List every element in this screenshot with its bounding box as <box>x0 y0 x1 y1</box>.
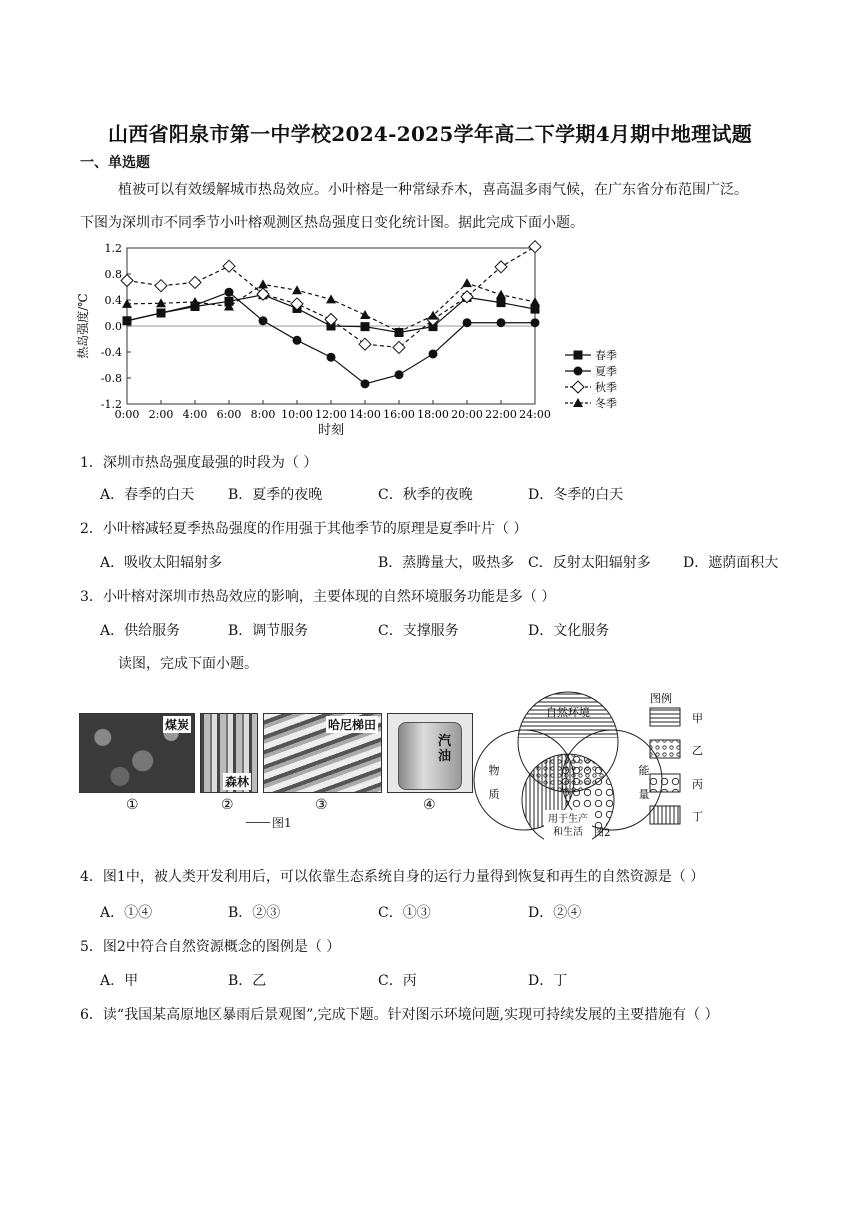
y-tick-label: -0.4 <box>100 346 122 359</box>
y-axis-label: 热岛强度/℃ <box>76 293 90 359</box>
q1-stem: 1．深圳市热岛强度最强的时段为（ ） <box>80 455 318 471</box>
legend-label: 秋季 <box>595 381 617 394</box>
x-axis-label: 时刻 <box>317 423 345 438</box>
q4-stem: 4．图1中，被人类开发利用后，可以依靠生态系统自身的运行力量得到恢复和再生的自然资源是（ ） <box>80 869 705 885</box>
x-tick-label: 6:00 <box>216 408 242 421</box>
data-point <box>157 309 166 318</box>
fig1-num-1: ① <box>126 797 139 813</box>
x-tick-label: 22:00 <box>485 408 517 421</box>
x-tick-label: 18:00 <box>417 408 449 421</box>
venn-right-label-2: 量 <box>638 788 650 801</box>
data-point <box>361 379 370 388</box>
x-tick-label: 8:00 <box>250 408 276 421</box>
forest-photo <box>200 713 258 793</box>
y-tick-label: 1.2 <box>104 242 122 255</box>
data-point <box>225 288 234 297</box>
data-point <box>121 275 133 287</box>
data-point <box>496 290 506 299</box>
data-point <box>190 297 200 306</box>
y-tick-label: 0.4 <box>104 294 122 307</box>
gasoline-label: 汽油 <box>438 734 452 764</box>
venn-left-label-2: 质 <box>488 788 500 801</box>
data-point <box>393 341 405 353</box>
legend-yi: 乙 <box>692 744 703 757</box>
q3-option-b[interactable]: B．调节服务 <box>228 623 309 639</box>
data-point <box>361 322 370 331</box>
fig1-caption: 图1 <box>272 816 292 830</box>
q1-option-d[interactable]: D．冬季的白天 <box>528 487 624 503</box>
x-tick-label: 12:00 <box>315 408 347 421</box>
fig1-num-2: ② <box>221 797 234 813</box>
y-tick-label: -1.2 <box>100 398 122 411</box>
venn-left-label-1: 物 <box>488 764 500 777</box>
q3-stem: 3．小叶榕对深圳市热岛效应的影响，主要体现的自然环境服务功能是多（ ） <box>80 589 556 605</box>
data-point <box>155 280 167 292</box>
data-point <box>326 294 336 303</box>
q4-option-a[interactable]: A．①④ <box>100 905 153 921</box>
venn-right-label-1: 能 <box>638 764 650 777</box>
section-heading: 一、单选题 <box>80 155 150 171</box>
data-point <box>497 298 506 307</box>
data-point <box>189 276 201 288</box>
legend-marker <box>574 351 583 360</box>
legend-label: 夏季 <box>595 365 617 378</box>
venn-diagram <box>472 688 837 840</box>
x-tick-label: 10:00 <box>281 408 313 421</box>
legend-title: 图例 <box>650 692 672 705</box>
page-title: 山西省阳泉市第一中学校2024-2025学年高二下学期4月期中地理试题 <box>107 122 753 146</box>
fig1-caption-rule <box>246 822 270 823</box>
q5-option-c[interactable]: C．丙 <box>378 973 417 989</box>
x-tick-label: 4:00 <box>182 408 208 421</box>
terrace-photo <box>263 713 382 793</box>
q1-option-b[interactable]: B．夏季的夜晚 <box>228 487 323 503</box>
read-instruction: 读图，完成下面小题。 <box>118 656 258 672</box>
data-point <box>497 318 506 327</box>
data-point <box>259 316 268 325</box>
data-point <box>395 370 404 379</box>
venn-bottom-label-2: 和生活 <box>553 827 583 838</box>
q1-option-a[interactable]: A．春季的白天 <box>100 487 195 503</box>
q2-stem: 2．小叶榕减轻夏季热岛强度的作用强于其他季节的原理是夏季叶片（ ） <box>80 521 528 537</box>
venn-top-label: 自然环境 <box>546 706 590 719</box>
x-tick-label: 16:00 <box>383 408 415 421</box>
q2-option-c[interactable]: C．反射太阳辐射多 <box>528 555 651 571</box>
intro-line-2: 下图为深圳市不同季节小叶榕观测区热岛强度日变化统计图。据此完成下面小题。 <box>80 215 584 231</box>
gasoline-photo <box>387 713 473 793</box>
legend-label: 春季 <box>595 349 617 362</box>
q5-option-b[interactable]: B．乙 <box>228 973 267 989</box>
data-point <box>531 318 540 327</box>
data-point <box>258 279 268 288</box>
y-tick-label: 0.8 <box>104 268 122 281</box>
coal-label: 煤炭 <box>164 718 189 732</box>
x-tick-label: 24:00 <box>519 408 551 421</box>
terrace-label: 哈尼梯田 <box>327 718 376 732</box>
forest-label: 森林 <box>224 775 249 789</box>
q2-option-b[interactable]: B．蒸腾量大，吸热多 <box>378 555 515 571</box>
y-tick-label: 0.0 <box>104 320 122 333</box>
q3-option-d[interactable]: D．文化服务 <box>528 623 610 639</box>
legend-jia: 甲 <box>692 712 703 725</box>
q4-option-c[interactable]: C．①③ <box>378 905 431 921</box>
data-point <box>359 338 371 350</box>
data-point <box>292 285 302 294</box>
data-point <box>429 349 438 358</box>
data-point <box>327 353 336 362</box>
data-point <box>530 297 540 306</box>
series-line-2 <box>127 292 535 384</box>
q2-option-a[interactable]: A．吸收太阳辐射多 <box>100 555 223 571</box>
legend-marker <box>572 381 584 393</box>
venn-bottom-label-1: 用于生产 <box>548 814 588 825</box>
x-tick-label: 20:00 <box>451 408 483 421</box>
q4-option-d[interactable]: D．②④ <box>528 905 582 921</box>
data-point <box>293 336 302 345</box>
q2-option-d[interactable]: D．遮荫面积大 <box>683 555 779 571</box>
x-tick-label: 2:00 <box>148 408 174 421</box>
coal-photo <box>79 713 195 793</box>
q1-option-c[interactable]: C．秋季的夜晚 <box>378 487 473 503</box>
legend-label: 冬季 <box>595 397 617 410</box>
x-tick-label: 0:00 <box>114 408 140 421</box>
data-point <box>360 310 370 319</box>
fig1-num-4: ④ <box>423 797 436 813</box>
q5-stem: 5．图2中符合自然资源概念的图例是（ ） <box>80 939 341 955</box>
q4-option-b[interactable]: B．②③ <box>228 905 281 921</box>
legend-ding: 丁 <box>692 810 703 823</box>
chart-legend <box>565 348 617 410</box>
data-point <box>529 241 541 253</box>
data-point <box>462 278 472 287</box>
q5-option-d[interactable]: D．丁 <box>528 973 568 989</box>
y-tick-label: -0.8 <box>100 372 122 385</box>
fig1-num-3: ③ <box>315 797 328 813</box>
q3-option-c[interactable]: C．支撑服务 <box>378 623 459 639</box>
chart-axes <box>75 242 551 438</box>
x-tick-label: 14:00 <box>349 408 381 421</box>
chart-lines <box>121 241 541 389</box>
data-point <box>531 305 540 314</box>
q3-option-a[interactable]: A．供给服务 <box>100 623 181 639</box>
data-point <box>123 316 132 325</box>
heat-island-chart <box>75 238 635 443</box>
legend-marker <box>574 367 583 376</box>
data-point <box>463 318 472 327</box>
intro-line-1: 植被可以有效缓解城市热岛效应。小叶榕是一种常绿乔木，喜高温多雨气候，在广东省分布范围广泛。 <box>118 182 748 198</box>
legend-bing: 丙 <box>692 778 703 791</box>
q6-stem: 6．读“我国某高原地区暴雨后景观图”,完成下题。针对图示环境问题,实现可持续发展的主要措施有（ ） <box>80 1007 719 1023</box>
fig2-caption: 图2 <box>594 828 611 839</box>
q5-option-a[interactable]: A．甲 <box>100 973 139 989</box>
